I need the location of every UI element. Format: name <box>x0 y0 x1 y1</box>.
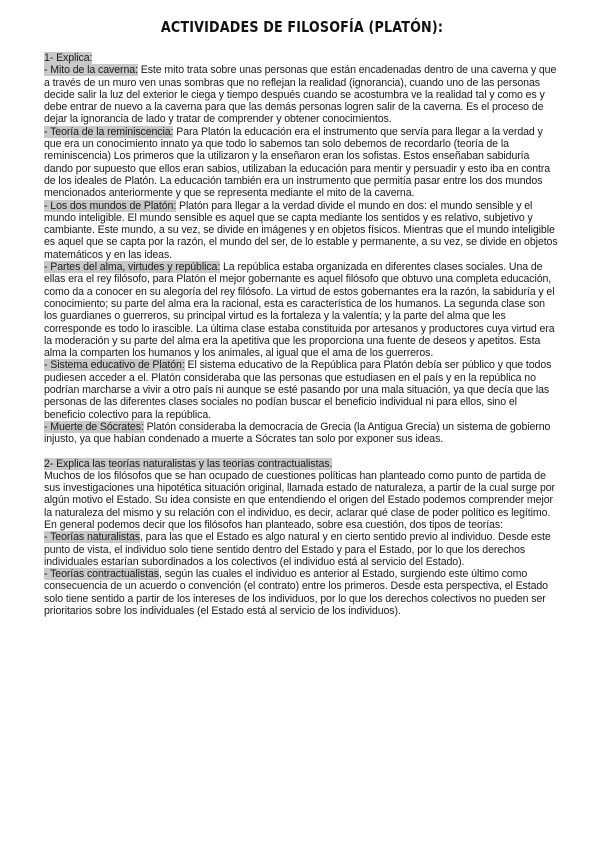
page-title: ACTIVIDADES DE FILOSOFÍA (PLATÓN): <box>160 18 444 36</box>
item-term: - Teorías contractualistas <box>44 568 159 581</box>
item-partes-alma <box>44 261 560 359</box>
section-2-heading <box>44 458 560 470</box>
item-term: - Partes del alma, virtudes y república: <box>44 261 221 274</box>
item-text: Para Platón la educación era el instrumento que servía para llegar a la verdad y que era un conocimiento innato ya que todo lo sabemos tan solo debemos de recordarlo (teoría de la reminiscencia) Los primeros que la utilizaron y la enseñaron eran los sofistas. Estos enseñaban sabiduría dando por supuesto que ellos eran sabios, utilizaban la educación para mentir y persuadir y esto iba en contra de los ideales de Platón. La educación también era un instrumento que permitía pasar entre los dos mundos mencionados anteriormente y que se representa mediante el mito de la caverna. <box>44 125 551 200</box>
item-text: El sistema educativo de la República para Platón debía ser público y que todos pudiesen acceder a el. Platón consideraba que las personas que estudiasen en el país y en la república no podrían marcharse a vivir a otro país ni aunque se esté pasando por una mala situación, ya que decía que las personas de las diferentes clases sociales no podían buscar el beneficio individual ni para ellos, sino el beneficio colectivo para la república. <box>44 359 552 421</box>
item-text: Platón para llegar a la verdad divide el mundo en dos: el mundo sensible y el mundo inteligible. El mundo sensible es aquel que se capta mediante los sentidos y es relativo, subjetivo y cambiante. Este mundo, a su vez, se divide en imágenes y en objetos físicos. Mientras que el mundo inteligible es aquel que se capta por la razón, el mundo del ser, de lo estable y permanente, a su vez, se divide en objetos matemáticos y en las ideas. <box>44 199 558 261</box>
document-body <box>44 52 560 617</box>
section-2-intro: Muchos de los filósofos que se han ocupado de cuestiones políticas han planteado como punto de partida de sus investigaciones una hipotética situación original, llamada estado de naturaleza, a partir de la cual surge por algún motivo el Estado. Su idea consiste en que entendiendo el origen del Estado podemos comprender mejor la naturaleza del mismo y su relación con el individuo, es decir, aclarar qué clase de poder político es legítimo. En general podemos decir que los filósofos han planteado, sobre esa cuestión, dos tipos de teorías: <box>44 469 555 531</box>
item-reminiscencia <box>44 126 560 200</box>
item-text: , según las cuales el individuo es anterior al Estado, surgiendo este último como consecuencia de un acuerdo o convención (el contrato) entre los primeros. Desde esta perspectiva, el Estado solo tiene sentido a partir de los intereses de los individuos, por lo que los derechos colectivos no pueden ser prioritarios sobre los individuales (el Estado está al servicio de los individuos). <box>44 568 548 618</box>
item-teorias-naturalistas <box>44 531 560 568</box>
item-mito-caverna <box>44 64 560 125</box>
section-2-heading-text: 2- Explica las teorías naturalistas y las teorías contractualistas. <box>44 457 333 470</box>
item-term: - Los dos mundos de Platón: <box>44 199 177 212</box>
item-dos-mundos <box>44 200 560 261</box>
item-text: La república estaba organizada en diferentes clases sociales. Una de ellas era el rey filósofo, para Platón el mejor gobernante es aquel filósofo que obtuvo una completa educación, como da a conocer en su alegoría del rey filósofo. La virtud de estos gobernantes era la razón, la sabiduría y el conocimiento; su parte del alma era la racional, esta es característica de los humanos. La segunda clase son los guardianes o guerreros, su principal virtud es la fortaleza y la valentía; y la parte del alma que les corresponde es todo lo irascible. La última clase estaba constituida por artesanos y productores cuya virtud era la moderación y su parte del alma era la apetitiva que les proporciona una fuente de deseos y apetitos. Esta alma la comparten los humanos y los animales, al igual que el ama de los guerreros. <box>44 261 555 360</box>
item-term: - Teorías naturalistas <box>44 531 140 544</box>
section-spacer <box>44 446 560 458</box>
item-text: Platón consideraba la democracia de Grecia (la Antigua Grecia) un sistema de gobierno injusto, ya que habían condenado a muerte a Sócrates tan solo por exponer sus ideas. <box>44 420 551 446</box>
item-text: , para las que el Estado es algo natural y en cierto sentido previo al individuo. Desde este punto de vista, el individuo solo tiene sentido dentro del Estado y para el Estado, por lo que los derechos individuales estarían subordinados a los colectivos (el individuo está al servicio del Estado). <box>44 531 551 568</box>
item-sistema-educativo <box>44 359 560 420</box>
item-teorias-contractualistas <box>44 568 560 617</box>
item-term: - Muerte de Sócrates: <box>44 420 144 433</box>
section-1-heading-text: 1- Explica: <box>44 52 93 64</box>
item-term: - Teoría de la reminiscencia: <box>44 125 174 138</box>
item-text: Este mito trata sobre unas personas que están encadenadas dentro de una caverna y que a través de un muro ven unas sombras que no reflejan la realidad (ignorancia), cuando uno de las personas decide salir la luz del exterior le ciega y tiempo después cuando se acostumbra ve la realidad tal y como es y debe entrar de nuevo a la caverna para que las demás personas logren salir de la caverna. Es el proceso de dejar la ignorancia de lado y tratar de comprender y obtener conocimientos. <box>44 64 557 126</box>
item-muerte-socrates <box>44 421 560 446</box>
item-term: - Sistema educativo de Platón: <box>44 359 185 372</box>
item-term: - Mito de la caverna: <box>44 64 138 77</box>
section-1-heading <box>44 52 560 64</box>
